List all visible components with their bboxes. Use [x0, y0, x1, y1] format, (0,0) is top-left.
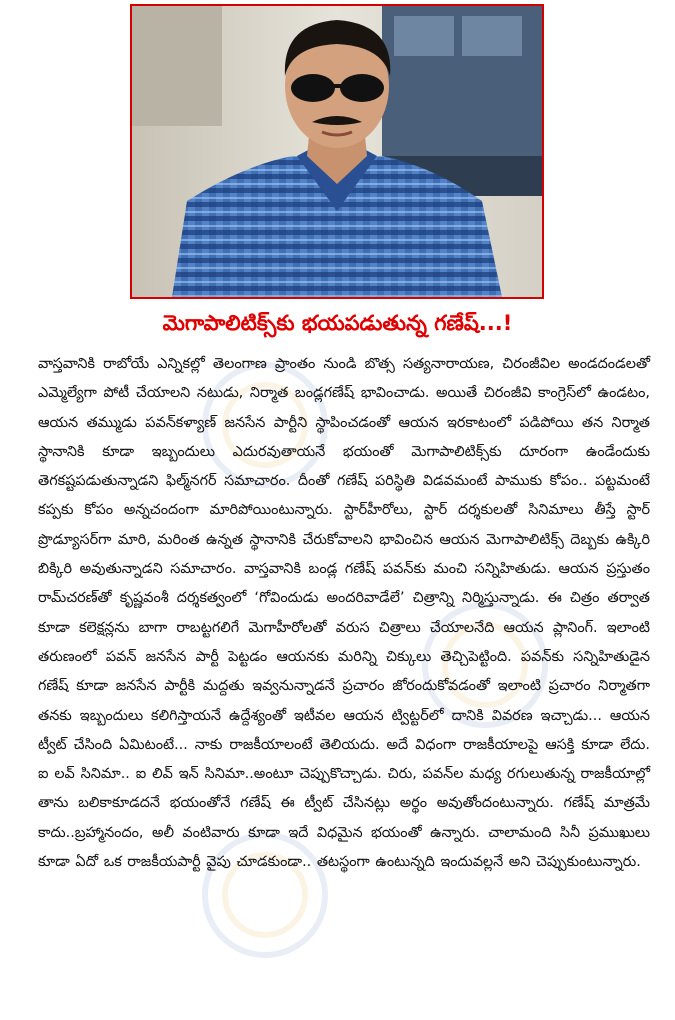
article-headline: మెగాపాలిటిక్స్‌కు భయపడుతున్న గణేష్...! — [162, 311, 513, 335]
portrait-image — [132, 6, 542, 297]
article-photo — [130, 4, 544, 299]
article-body: వాస్తవానికి రాబోయే ఎన్నికల్లో తెలంగాణ ప్రాంతం నుండి బొత్స సత్యనారాయణ, చిరంజీవిల అండదండలతో ఎమ్మెల్యేగా పోటీ చేయాలని నటుడు, నిర్మాత బండ్లగణేష్ భావించాడు. అయితే చిరంజీవి కాంగ్రెస్‌లో ఉండటం, ఆయన తమ్ముడు పవన్‌కళ్యాణ్ జనసేన పార్టీని స్థాపించడంతో ఆయన ఇరకాటంలో పడిపోయి తన నిర్మాత స్థానానికి కూడా ఇబ్బందులు ఎదురవుతాయనే భయంతో మెగాపాలిటిక్స్‌కు దూరంగా ఉండేందుకు తెగకష్టపడుతున్నాడని ఫిల్మ్‌నగర్ సమాచారం. దీంతో గణేష్ పరిస్థితి విడవమంటే పాముకు కోపం.. పట్టమంటే కప్పకు కోపం అన్నచందంగా మారిపోయింటున్నారు. స్టార్‌హీరోలు, స్టార్ దర్శకులతో సినిమాలు తీస్తే స్టార్ ప్రొడ్యూసర్‌గా మారి, మరింత ఉన్నత స్థానానికి చేరుకోవాలని భావించిన ఆయన మెగాపాలిటిక్స్ దెబ్బకు ఉక్కిరి బిక్కిరి అవుతున్నాడని సమాచారం. వాస్తవానికి బండ్ల గణేష్ పవన్‌కు మంచి సన్నిహితుడు. ఆయన ప్రస్తుతం రామ్‌చరణ్‌తో కృష్ణవంశీ దర్శకత్వంలో ‘గోవిందుడు అందరివాడేలే’ చిత్రాన్ని నిర్మిస్తున్నాడు. ఈ చిత్రం తర్వాత కూడా కలెక్షన్లను బాగా రాబట్టగలిగే మెగాహీరోలతో వరుస చిత్రాలు చేయాలనేది ఆయన ప్లానింగ్. ఇలాంటి తరుణంలో పవన్ జనసేన పార్టీ పెట్టడం ఆయనకు మరిన్ని చిక్కులు తెచ్చిపెట్టింది. పవన్‌కు సన్నిహితుడైన గణేష్ కూడా జనసేన పార్టీకి మద్దతు ఇవ్వనున్నాడనే ప్రచారం జోరందుకోవడంతో ఇలాంటి ప్రచారం నిర్మాతగా తనకు ఇబ్బందులు కలిగిస్తాయనే ఉద్దేశ్యంతో ఇటీవల ఆయన ట్విట్టర్‌లో దానికి వివరణ ఇచ్చాడు... ఆయన ట్వీట్ చేసింది ఏమిటంటే... నాకు రాజకీయాలంటే తెలియదు. అదే విధంగా రాజకీయాలపై ఆసక్తి కూడా లేదు. ఐ లవ్ సినిమా.. ఐ లివ్ ఇన్ సినిమా..అంటూ చెప్పుకొచ్చాడు. చిరు, పవన్‌ల మధ్య రగులుతున్న రాజకీయాల్లో తాను బలికాకూడదనే భయంతోనే గణేష్ ఈ ట్వీట్ చేసినట్లు అర్థం అవుతోందంటున్నారు. గణేష్ మాత్రమే కాదు..బ్రహ్మానందం, అలీ వంటివారు కూడా ఇదే విధమైన భయంతో ఉన్నారు. చాలామంది సినీ ప్రముఖులు కూడా ఏదో ఒక రాజకీయపార్టీ వైపు చూడకుండా.. తటస్థంగా ఉంటున్నది ఇందువల్లనే అని చెప్పుకుంటున్నారు. — [38, 356, 650, 871]
